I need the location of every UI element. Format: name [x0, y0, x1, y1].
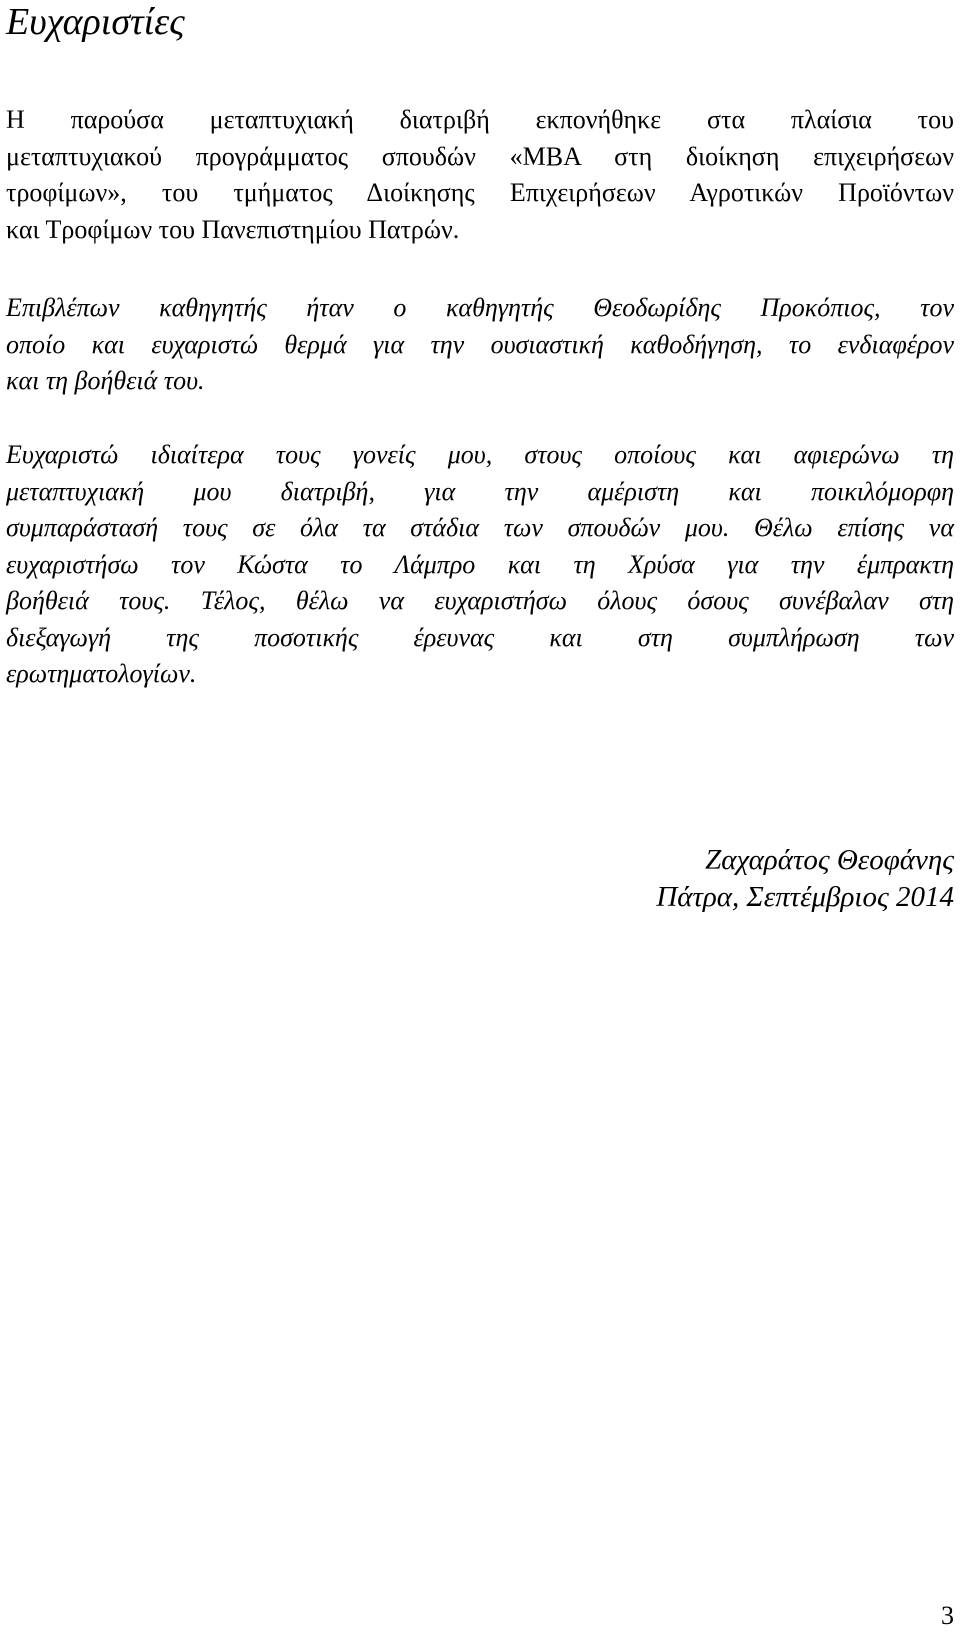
paragraph-line: διεξαγωγή της ποσοτικής έρευνας και στη συμπλήρωση των [6, 622, 954, 652]
paragraph-line: Επιβλέπων καθηγητής ήταν ο καθηγητής Θεοδωρίδης Προκόπιος, τον [6, 293, 954, 322]
signature-block [656, 842, 954, 916]
paragraph-line: Ευχαριστώ ιδιαίτερα τους γονείς μου, στους οποίους και αφιερώνω τη [6, 440, 954, 469]
signature-place-date: Πάτρα, Σεπτέμβριος 2014 [656, 881, 954, 913]
paragraph-line: ευχαριστήσω τον Κώστα το Λάμπρο και τη Χρύσα για την έμπρακτη [6, 549, 954, 579]
paragraph-line: και τη βοήθειά του. [6, 366, 205, 395]
page-number: 3 [941, 1601, 954, 1630]
paragraph-line: βοήθειά τους. Τέλος, θέλω να ευχαριστήσω όλους όσους συνέβαλαν στη [6, 586, 954, 615]
paragraph-line: συμπαράστασή τους σε όλα τα στάδια των σπουδών μου. Θέλω επίσης να [6, 513, 954, 542]
paragraph-line: μεταπτυχιακή μου διατριβή, για την αμέριστη και ποικιλόμορφη [6, 476, 954, 506]
paragraph-line: τροφίμων», του τμήματος Διοίκησης Επιχειρήσεων Αγροτικών Προϊόντων [6, 178, 954, 207]
paragraph-line: και Τροφίμων του Πανεπιστημίου Πατρών. [6, 214, 460, 244]
paragraph-family [6, 437, 954, 693]
paragraph-program [6, 102, 954, 248]
paragraph-line: ερωτηματολογίων. [6, 659, 197, 688]
paragraph-line: Η παρούσα μεταπτυχιακή διατριβή εκπονήθηκε στα πλαίσια του [6, 105, 954, 134]
paragraph-line: μεταπτυχιακού προγράμματος σπουδών «ΜΒΑ στη διοίκηση επιχειρήσεων [6, 141, 954, 171]
page-title: Ευχαριστίες [6, 1, 185, 43]
signature-name: Ζαχαράτος Θεοφάνης [705, 844, 954, 876]
paragraph-supervisor [6, 290, 954, 400]
paragraph-line: οποίο και ευχαριστώ θερμά για την ουσιαστική καθοδήγηση, το ενδιαφέρον [6, 329, 954, 359]
